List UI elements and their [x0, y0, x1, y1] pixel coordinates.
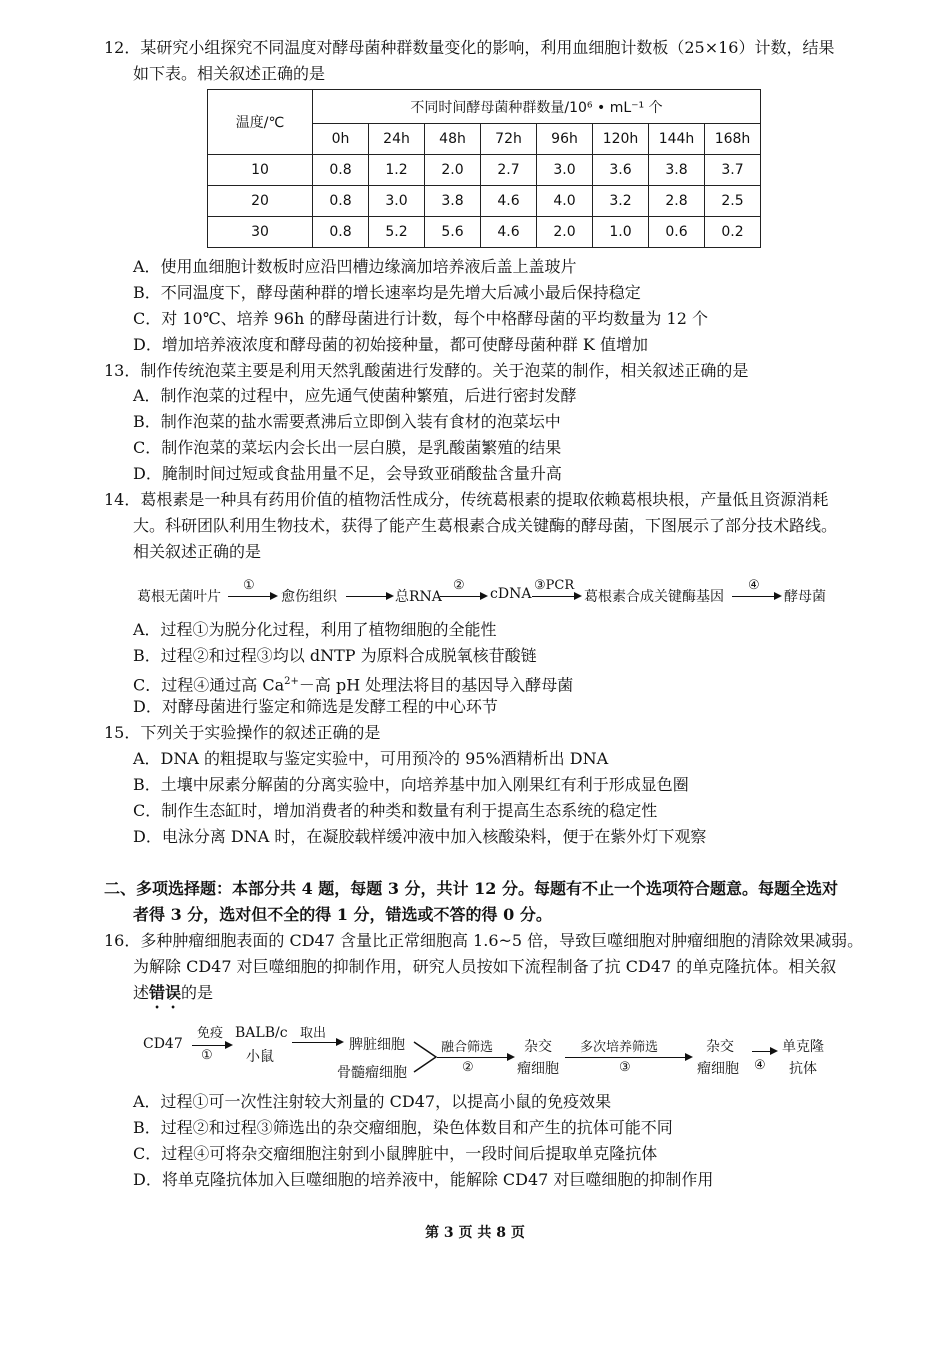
q15-stem: 15．下列关于实验操作的叙述正确的是: [104, 723, 381, 742]
q15-option-b: B．土壤中尿素分解菌的分离实验中，向培养基中加入刚果红有利于形成显色圈: [133, 775, 689, 794]
q12-option-b: B．不同温度下，酵母菌种群的增长速率均是先增大后减小最后保持稳定: [133, 283, 641, 302]
flow-label-fuse: 融合筛选: [441, 1040, 494, 1055]
q13-option-b: B．制作泡菜的盐水需要煮沸后立即倒入装有食材的泡菜坛中: [133, 412, 561, 431]
time-header: 24h: [369, 124, 425, 155]
table-cell: 2.8: [649, 186, 705, 217]
q12-option-c: C．对 10℃、培养 96h 的酵母菌进行计数，每个中格酵母菌的平均数量为 12 个: [133, 309, 708, 328]
arrow-head-icon: [685, 1053, 693, 1061]
q14-option-c-pre: C．过程④通过高 Ca: [133, 675, 285, 695]
table-cell: 3.2: [593, 186, 649, 217]
flow-node-cdna: cDNA: [490, 586, 532, 602]
table-row: [208, 186, 761, 217]
flow-node-hybridoma2-b: 瘤细胞: [697, 1061, 739, 1077]
table-cell: 5.2: [369, 217, 425, 248]
arrow-line: [532, 596, 574, 597]
arrow-head-icon: [480, 592, 488, 600]
row-temp: 10: [208, 155, 313, 186]
q16-emphasis-wrong: 错误: [149, 983, 182, 1002]
q12-option-a: A．使用血细胞计数板时应沿凹槽边缘滴加培养液后盖上盖玻片: [133, 257, 577, 276]
q13-option-c: C．制作泡菜的菜坛内会长出一层白膜，是乳酸菌繁殖的结果: [133, 438, 562, 457]
arrow-line: [440, 596, 480, 597]
flow-node-rna: 总RNA: [395, 589, 442, 605]
flow-node-hybridoma1: 杂交: [524, 1039, 552, 1055]
section2-title-line1: 二、多项选择题：本部分共 4 题，每题 3 分，共计 12 分。每题有不止一个选项符合题意。每题全选对: [104, 879, 838, 898]
q16-stem-line3: [133, 982, 213, 1012]
flow-node-yeast: 酵母菌: [784, 589, 826, 605]
page-footer: 第 3 页 共 8 页: [425, 1225, 525, 1241]
step-4-label: ④: [754, 1058, 766, 1073]
arrow-head-icon: [507, 1053, 515, 1061]
q14-option-a: A．过程①为脱分化过程，利用了植物细胞的全能性: [133, 620, 497, 639]
q15-option-d: D．电泳分离 DNA 时，在凝胶载样缓冲液中加入核酸染料，便于在紫外灯下观察: [133, 827, 707, 846]
step-3-pcr-label: ③PCR: [534, 578, 575, 593]
flow-node-cd47: CD47: [143, 1036, 183, 1052]
flow-node-mab: 单克隆: [782, 1039, 824, 1055]
yeast-population-table: [207, 89, 761, 248]
arrow-line: [192, 1045, 225, 1046]
q14-option-c: [133, 671, 573, 696]
table-cell: 3.8: [425, 186, 481, 217]
q15-option-c: C．制作生态缸时，增加消费者的种类和数量有利于提高生态系统的稳定性: [133, 801, 658, 820]
step-4-label: ④: [748, 578, 760, 593]
table-cell: 3.6: [593, 155, 649, 186]
q16-stem-line1: 16．多种肿瘤细胞表面的 CD47 含量比正常细胞高 1.6~5 倍，导致巨噬细胞对肿瘤细胞的清除效果减弱。: [104, 931, 864, 950]
arrow-line: [292, 1042, 336, 1043]
table-row: [208, 217, 761, 248]
arrow-line: [732, 596, 774, 597]
table-cell: 3.0: [369, 186, 425, 217]
flow-label-take: 取出: [300, 1026, 327, 1041]
flow-node-callus: 愈伤组织: [281, 589, 337, 605]
q13-stem: 13．制作传统泡菜主要是利用天然乳酸菌进行发酵的。关于泡菜的制作，相关叙述正确的是: [104, 361, 749, 380]
arrow-head-icon: [774, 592, 782, 600]
time-header: 72h: [481, 124, 537, 155]
table-header-temp: 温度/℃: [208, 90, 313, 155]
table-cell: 0.2: [705, 217, 761, 248]
table-cell: 2.7: [481, 155, 537, 186]
step-1-label: ①: [201, 1048, 213, 1063]
table-cell: 2.0: [425, 155, 481, 186]
table-cell: 2.0: [537, 217, 593, 248]
q16-stem-pre: 述: [133, 983, 150, 1002]
flow-node-mouse: 小鼠: [246, 1049, 274, 1065]
table-row: [208, 155, 761, 186]
step-1-label: ①: [243, 578, 255, 593]
q12-stem-line2: 如下表。相关叙述正确的是: [133, 64, 326, 83]
flow-label-immune: 免疫: [197, 1026, 224, 1041]
q12-stem-line1: 12．某研究小组探究不同温度对酵母菌种群数量变化的影响，利用血细胞计数板（25×16）计数，结果: [104, 38, 835, 57]
q14-option-b: B．过程②和过程③均以 dNTP 为原料合成脱氧核苷酸链: [133, 646, 537, 665]
q16-option-a: A．过程①可一次性注射较大剂量的 CD47，以提高小鼠的免疫效果: [133, 1092, 612, 1111]
table-cell: 0.6: [649, 217, 705, 248]
table-cell: 3.7: [705, 155, 761, 186]
arrow-line: [437, 1057, 507, 1058]
time-header: 144h: [649, 124, 705, 155]
q14-option-c-post: －高 pH 处理法将目的基因导入酵母菌: [298, 675, 574, 695]
q14-option-c-sup: 2+: [284, 676, 299, 687]
table-cell: 3.0: [537, 155, 593, 186]
table-cell: 0.8: [313, 217, 369, 248]
arrow-line: [565, 1057, 685, 1058]
q16-stem-line2: 为解除 CD47 对巨噬细胞的抑制作用，研究人员按如下流程制备了抗 CD47 的单克隆抗体。相关叙: [133, 957, 837, 976]
step-3-label: ③: [619, 1060, 631, 1075]
row-temp: 30: [208, 217, 313, 248]
q12-option-d: D．增加培养液浓度和酵母菌的初始接种量，都可使酵母菌种群 K 值增加: [133, 335, 648, 354]
step-2-label: ②: [462, 1060, 474, 1075]
arrow-head-icon: [336, 1038, 344, 1046]
flow-node-hybridoma2: 杂交: [706, 1039, 734, 1055]
table-cell: 0.8: [313, 155, 369, 186]
step-2-label: ②: [453, 578, 465, 593]
time-header: 0h: [313, 124, 369, 155]
section2-title-line2: 者得 3 分，选对但不全的得 1 分，错选或不答的得 0 分。: [133, 905, 552, 924]
arrow-line: [346, 596, 386, 597]
table-header-group: 不同时间酵母菌种群数量/10⁶ • mL⁻¹ 个: [313, 90, 761, 124]
flow-node-spleen: 脾脏细胞: [349, 1037, 405, 1053]
table-cell: 0.8: [313, 186, 369, 217]
arrow-line: [752, 1051, 770, 1052]
arrow-head-icon: [225, 1041, 233, 1049]
q14-stem-line3: 相关叙述正确的是: [133, 542, 262, 561]
arrow-head-icon: [770, 1047, 778, 1055]
time-header: 96h: [537, 124, 593, 155]
q16-option-d: D．将单克隆抗体加入巨噬细胞的培养液中，能解除 CD47 对巨噬细胞的抑制作用: [133, 1170, 714, 1189]
flow-node-leaf: 葛根无菌叶片: [137, 589, 221, 605]
table-cell: 1.0: [593, 217, 649, 248]
q14-stem-line2: 大。科研团队利用生物技术，获得了能产生葛根素合成关键酶的酵母菌，下图展示了部分技术路线。: [133, 516, 838, 535]
merge-bracket-icon: [412, 1040, 440, 1074]
table-cell: 4.0: [537, 186, 593, 217]
q14-stem-line1: 14．葛根素是一种具有药用价值的植物活性成分，传统葛根素的提取依赖葛根块根，产量低且资源消耗: [104, 490, 829, 509]
row-temp: 20: [208, 186, 313, 217]
table-cell: 3.8: [649, 155, 705, 186]
arrow-head-icon: [574, 592, 582, 600]
arrow-head-icon: [386, 592, 394, 600]
q16-stem-post: 的是: [181, 983, 214, 1002]
q16-option-b: B．过程②和过程③筛选出的杂交瘤细胞，染色体数目和产生的抗体可能不同: [133, 1118, 673, 1137]
table-cell: 1.2: [369, 155, 425, 186]
q15-option-a: A．DNA 的粗提取与鉴定实验中，可用预冷的 95%酒精析出 DNA: [133, 749, 609, 768]
table-cell: 4.6: [481, 217, 537, 248]
q13-option-a: A．制作泡菜的过程中，应先通气使菌种繁殖，后进行密封发酵: [133, 386, 577, 405]
time-header: 120h: [593, 124, 649, 155]
flow-label-multi: 多次培养筛选: [580, 1040, 659, 1055]
flow-node-hybridoma1-b: 瘤细胞: [517, 1061, 559, 1077]
table-cell: 5.6: [425, 217, 481, 248]
q14-option-d: D．对酵母菌进行鉴定和筛选是发酵工程的中心环节: [133, 697, 498, 716]
time-header: 168h: [705, 124, 761, 155]
arrow-line: [228, 596, 270, 597]
table-cell: 4.6: [481, 186, 537, 217]
flow-node-myeloma: 骨髓瘤细胞: [337, 1065, 407, 1081]
flow-node-mouse-strain: BALB/c: [235, 1025, 288, 1041]
flow-node-mab-b: 抗体: [789, 1061, 817, 1077]
table-cell: 2.5: [705, 186, 761, 217]
flow-node-gene: 葛根素合成关键酶基因: [584, 589, 724, 605]
arrow-head-icon: [270, 592, 278, 600]
q13-option-d: D．腌制时间过短或食盐用量不足，会导致亚硝酸盐含量升高: [133, 464, 562, 483]
q16-option-c: C．过程④可将杂交瘤细胞注射到小鼠脾脏中，一段时间后提取单克隆抗体: [133, 1144, 658, 1163]
time-header: 48h: [425, 124, 481, 155]
